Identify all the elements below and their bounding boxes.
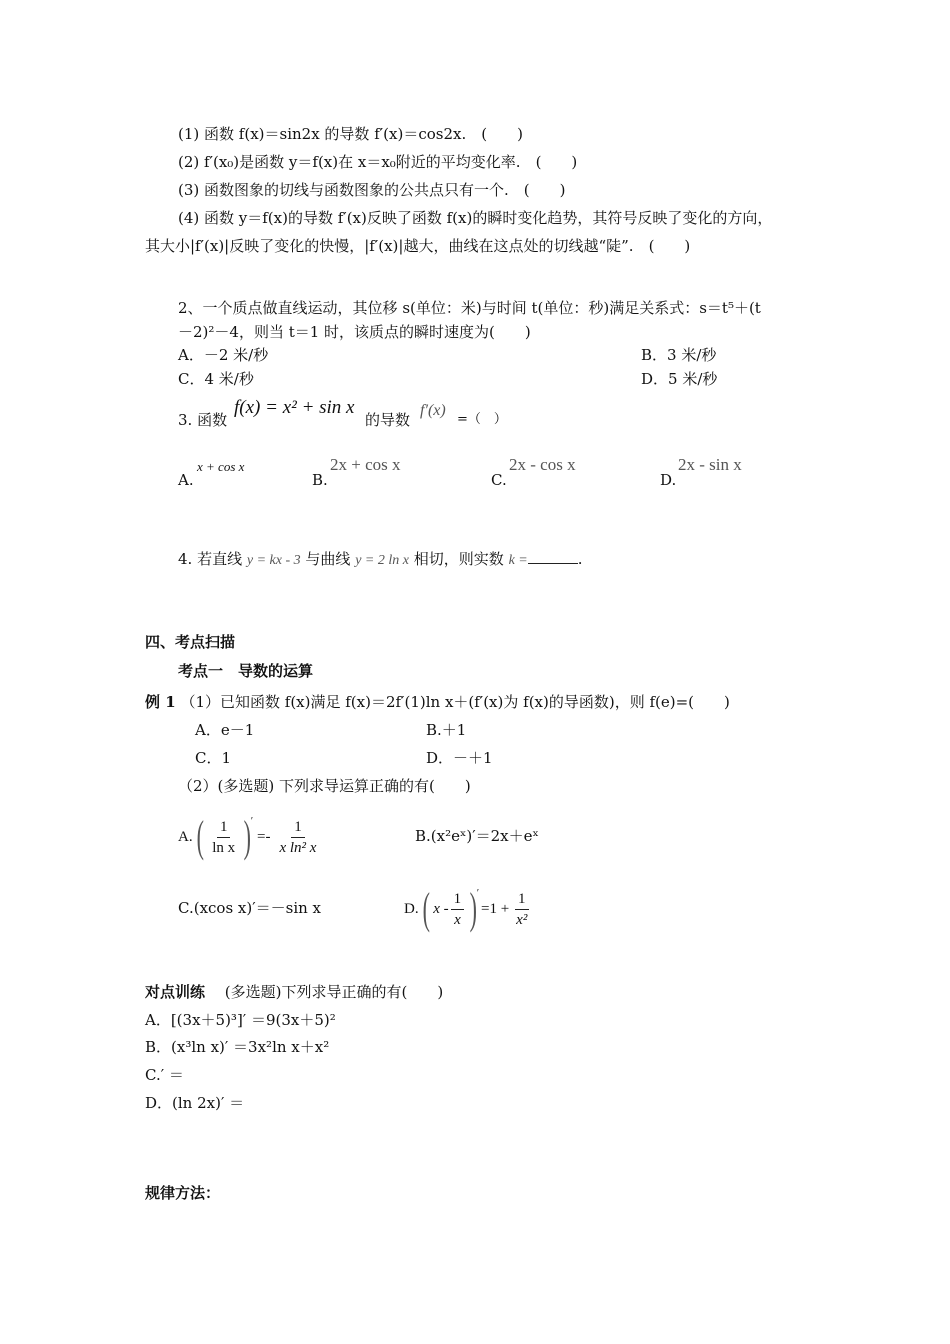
training-option-c: C.′ ＝ <box>145 1066 184 1084</box>
example1-formula-c: C.(xcos x)′＝－sin x <box>178 899 322 917</box>
problem3-mid: 的导数 <box>365 411 411 429</box>
section-subtitle: 考点一 导数的运算 <box>178 662 314 680</box>
problem3-label-d: D. <box>660 471 677 489</box>
problem3-label-b: B. <box>312 471 328 489</box>
training-label: 对点训练 <box>145 983 206 1001</box>
judge-q4-line1: (4) 函数 y＝f(x)的导数 f′(x)反映了函数 f(x)的瞬时变化趋势，其符号反映了变化的方向， <box>178 209 773 227</box>
example1-formula-b: B.(x²eˣ)′＝2x＋eˣ <box>415 827 539 845</box>
training-option-a: A．[(3x＋5)³]′ ＝9(3x＋5)² <box>145 1011 336 1029</box>
formula-a-label: A. <box>178 829 193 845</box>
problem2-line1: 2、一个质点做直线运动，其位移 s(单位：米)与时间 t(单位：秒)满足关系式：s＝t⁵＋(t <box>178 299 761 317</box>
problem2-option-b: B．3 米/秒 <box>641 346 717 364</box>
example1-option-c: C．1 <box>195 749 232 767</box>
problem2-line2: －2)²－4，则当 t＝1 时，该质点的瞬时速度为( ) <box>178 323 531 341</box>
problem4-line <box>178 549 583 571</box>
judge-q1: (1) 函数 f(x)＝sin2x 的导数 f′(x)＝cos2x. ( ) <box>178 125 523 143</box>
training-option-d: D．(ln 2x)′ ＝ <box>145 1094 245 1112</box>
formula-a-fraction: 1 ln x <box>212 818 236 856</box>
problem4-prefix: 4. 若直线 <box>178 550 243 568</box>
formula-d-label: D. <box>404 901 419 917</box>
problem4-mid: 与曲线 <box>305 550 351 568</box>
problem4-line-eq: y = kx - 3 <box>246 553 301 568</box>
problem4-k: k = <box>508 553 528 568</box>
problem3-expr-d: 2x - sin x <box>678 455 742 474</box>
problem3-label-c: C. <box>491 471 507 489</box>
training-line <box>145 982 443 1002</box>
problem3-expr-b: 2x + cos x <box>330 455 401 474</box>
judge-q3: (3) 函数图象的切线与函数图象的公共点只有一个. ( ) <box>178 181 566 199</box>
example1-q1: （1）已知函数 f(x)满足 f(x)＝2f′(1)ln x＋(f′(x)为 f(x)的导函数)，则 f(e)=( ) <box>180 693 730 711</box>
example1-label: 例 1 <box>145 693 176 711</box>
rule-method-label: 规律方法： <box>145 1184 221 1202</box>
judge-q4-line2: 其大小|f′(x)|反映了变化的快慢，|f′(x)|越大，曲线在这点处的切线越“陡”. ( ) <box>145 237 691 255</box>
problem3-expr-a: x + cos x <box>197 459 245 474</box>
example1-option-a: A．e－1 <box>195 721 255 739</box>
example1-line <box>145 692 730 712</box>
section-title: 四、考点扫描 <box>145 633 236 651</box>
problem2-option-d: D．5 米/秒 <box>641 370 718 388</box>
problem2-option-c: C．4 米/秒 <box>178 370 254 388</box>
problem3-function: f(x) = x² + sin x <box>234 397 355 418</box>
example1-option-b: B.＋1 <box>426 721 467 739</box>
training-question: (多选题)下列求导正确的有( ) <box>209 983 444 1001</box>
judge-q2: (2) f′(x₀)是函数 y＝f(x)在 x＝x₀附近的平均变化率. ( ) <box>178 153 578 171</box>
problem4-end: . <box>577 550 583 568</box>
problem3-derivative: f′(x) <box>420 402 446 419</box>
example1-q2: （2）(多选题) 下列求导运算正确的有( ) <box>178 777 471 795</box>
example1-formula-a: A. ( 1 ln x ) ′ =- 1 x ln² x <box>178 812 321 862</box>
formula-d-result: $\frac{1}{\text{x²}}$ <box>516 890 528 928</box>
problem4-curve-eq: y = 2 ln x <box>355 553 409 568</box>
problem3-prefix: 3. 函数 <box>178 411 228 429</box>
problem3-label-a: A. <box>178 471 194 489</box>
problem4-answer-blank[interactable] <box>528 549 578 564</box>
problem4-mid2: 相切，则实数 <box>413 550 504 568</box>
example1-option-d: D．－＋1 <box>426 749 493 767</box>
problem3-suffix: =（ ） <box>457 412 507 427</box>
problem2-option-a: A．－2 米/秒 <box>178 346 269 364</box>
formula-a-result: 1 x ln² x <box>279 818 317 856</box>
training-option-b: B．(x³ln x)′ ＝3x²ln x＋x² <box>145 1038 330 1056</box>
formula-d-fraction: 1 x <box>451 889 465 930</box>
example1-formula-d: D. ( x - 1 x ) ′ =1 + $\frac{1}{\text{x²}}$ <box>404 884 532 934</box>
problem3-expr-c: 2x - cos x <box>509 455 576 474</box>
